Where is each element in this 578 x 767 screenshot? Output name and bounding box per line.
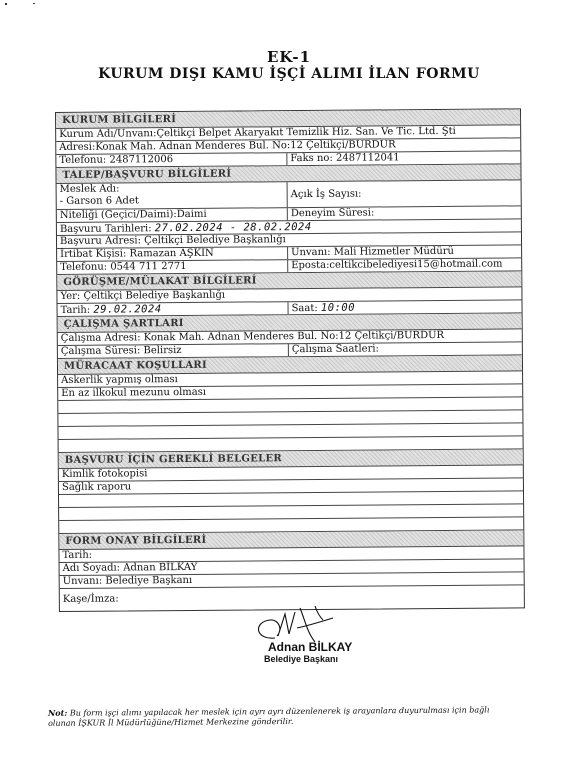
meslek-label: Meslek Adı:: [59, 183, 120, 195]
kurum-telefon: Telefonu: 2487112006: [59, 154, 174, 166]
basvuru-tarihleri-label: Başvuru Tarihleri:: [59, 223, 152, 235]
gorusme-tarih: [58, 303, 162, 317]
calisma-saatleri: Çalışma Saatleri:: [288, 343, 379, 356]
kurum-adi: Kurum Adı/Unvanı:Çeltikçi Belpet Akaryakıt Temizlik Hiz. San. Ve Tic. Ltd. Şti: [59, 125, 456, 140]
meslek-value: - Garson 6 Adet: [59, 195, 139, 207]
gorusme-yer: Yer: Çeltikçi Belediye Başkanlığı: [60, 289, 226, 302]
section-header-talep: TALEP/BAŞVURU BİLGİLERİ: [56, 164, 520, 184]
nitelik: Niteliği (Geçici/Daimi):Daimi: [59, 208, 207, 221]
irtibat-telefon: Telefonu: 0544 711 2771: [60, 260, 187, 273]
irtibat-eposta: Eposta:celtikcibelediyesi15@hotmail.com: [287, 258, 502, 272]
gorusme-saat-label: Saat:: [291, 302, 318, 315]
form-row: [57, 180, 521, 210]
onay-tarih: Tarih:: [62, 549, 93, 561]
kurum-faks: Faks no: 2487112041: [286, 152, 399, 165]
onay-adi-soyadi: Adı Soyadı: Adnan BİLKAY: [62, 561, 198, 574]
scan-speck: [33, 3, 35, 4]
section-header-gorusme: GÖRÜŞME/MÜLAKAT BİLGİLERİ: [57, 271, 521, 291]
basvuru-adresi: Başvuru Adresi: Çeltikçi Belediye Başkanlığı: [59, 234, 286, 247]
application-form: [55, 108, 525, 612]
gorusme-tarih-label: Tarih:: [60, 304, 91, 316]
document-title: KURUM DIŞI KAMU İŞÇİ ALIMI İLAN FORMU: [98, 66, 480, 82]
irtibat-kisisi: İrtibat Kişisi: Ramazan AŞKIN: [60, 247, 214, 260]
section-header-kurum: KURUM BİLGİLERİ: [56, 109, 520, 129]
deneyim-suresi: Deneyim Süresi:: [287, 207, 375, 220]
calisma-suresi: Çalışma Süresi: Belirsiz: [60, 345, 182, 357]
onay-kase-imza: Kaşe/İmza:: [62, 593, 119, 605]
stamp-title: Belediye Başkanı: [264, 654, 339, 664]
section-header-muracaat: MÜRACAAT KOŞULLARI: [58, 355, 522, 375]
section-header-calisma: ÇALIŞMA ŞARTLARI: [58, 313, 522, 333]
official-stamp: [264, 640, 353, 664]
note-prefix: Not:: [47, 707, 68, 718]
gorusme-tarih-handwritten: 29.02.2024: [93, 303, 162, 316]
gerekli-belge: Sağlık raporu: [61, 481, 132, 493]
section-header-belgeler: BAŞVURU İÇİN GEREKLİ BELGELER: [59, 449, 523, 469]
onay-unvani: Unvanı: Belediye Başkanı: [62, 574, 193, 587]
section-header-onay: FORM ONAY BİLGİLERİ: [59, 530, 523, 550]
meslek-field: [57, 183, 139, 208]
footnote: [48, 704, 518, 729]
irtibat-unvan: Unvanı: Mali Hizmetler Müdürü: [287, 246, 454, 259]
gorusme-saat: [288, 302, 356, 315]
calisma-adresi: Çalışma Adresi: Konak Mah. Adnan Menderes Bul. No:12 Çeltikçi/BURDUR: [60, 329, 445, 344]
acik-is-sayisi: Açık İş Sayısı:: [287, 182, 362, 208]
muracaat-kosulu: En az ilkokul mezunu olması: [61, 386, 207, 399]
stamp-name: Adnan BİLKAY: [268, 640, 353, 654]
gorusme-saat-handwritten: 10:00: [320, 301, 356, 314]
note-text: Bu form işçi alımı yapılacak her meslek için ayrı ayrı düzenlenerek iş arayanlara duyurulması için bağlı olunan İŞKUR İl Müdürlüğüne/Hizmet Merkezine gönderilir.: [48, 705, 490, 728]
gerekli-belge: Kimlik fotokopisi: [61, 468, 148, 480]
muracaat-kosulu: Askerlik yapmış olması: [61, 374, 178, 386]
scan-speck: [5, 3, 7, 5]
kurum-adres: Adresi:Konak Mah. Adnan Menderes Bul. No:12 Çeltikçi/BURDUR: [59, 139, 396, 153]
document-code: EK-1: [266, 48, 312, 66]
basvuru-tarihleri-handwritten: 27.02.2024 - 28.02.2024: [154, 220, 312, 235]
